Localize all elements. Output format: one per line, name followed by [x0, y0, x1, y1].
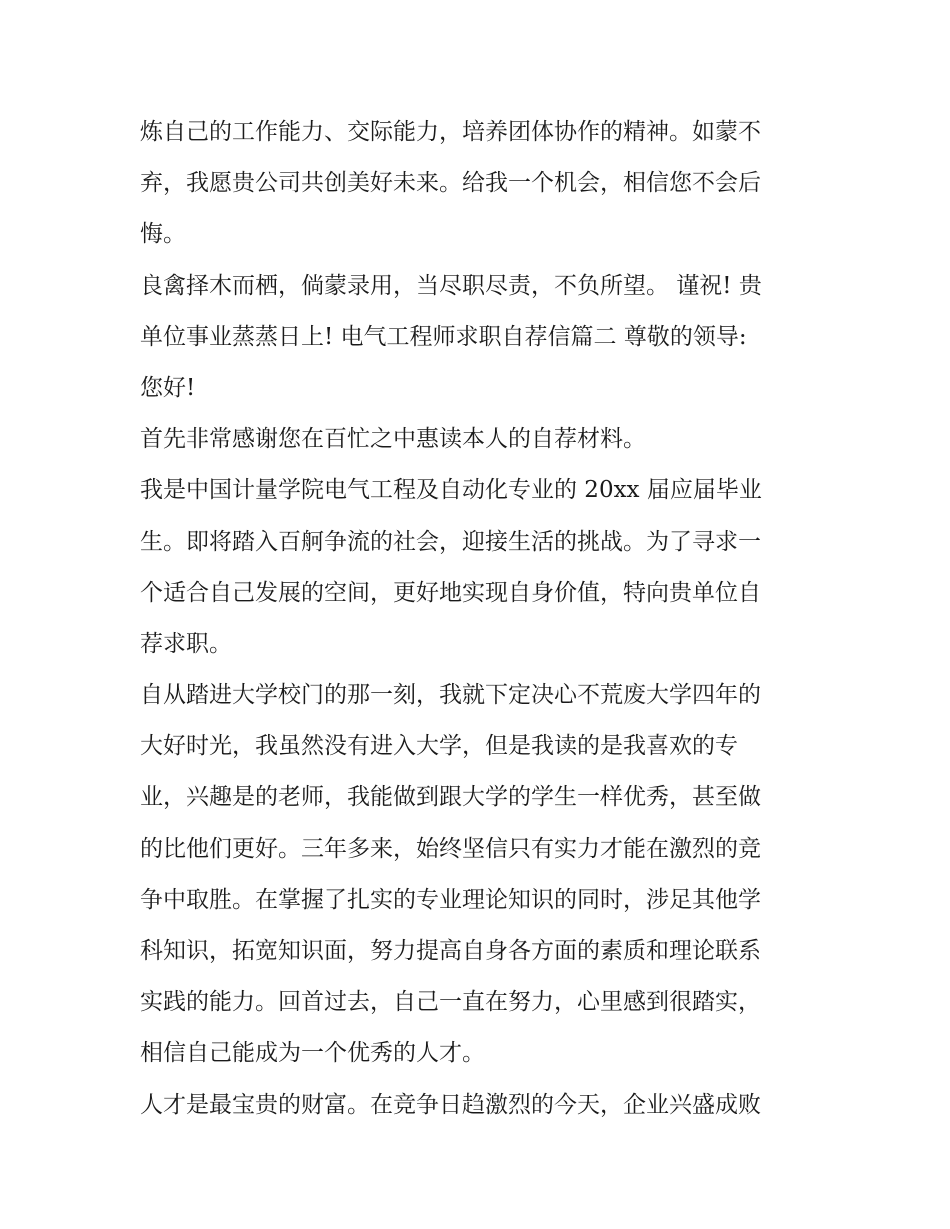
- text-line: 首先非常感谢您在百忙之中惠读本人的自荐材料。: [140, 426, 646, 453]
- text-line: 炼自己的工作能力、交际能力，培养团体协作的精神。如蒙不: [140, 119, 761, 145]
- body-text: [140, 107, 820, 1131]
- text-line: 您好!: [140, 374, 196, 401]
- text-line: 自从踏进大学校门的那一刻，我就下定决心不荒废大学四年的: [140, 682, 761, 709]
- text-line: 争中取胜。在掌握了扎实的专业理论知识的同时，涉足其他学: [140, 886, 761, 913]
- text-line: 相信自己能成为一个优秀的人才。: [140, 1040, 485, 1067]
- text-line: 实践的能力。回首过去，自己一直在努力，心里感到很踏实，: [140, 989, 761, 1016]
- text-line: 良禽择木而栖，倘蒙录用，当尽职尽责，不负所望。 谨祝! 贵: [140, 272, 762, 299]
- text-line: 人才是最宝贵的财富。在竞争日趋激烈的今天，企业兴盛成败: [140, 1091, 761, 1118]
- text-line: 我是中国计量学院电气工程及自动化专业的 20xx 届应届毕业: [140, 477, 762, 504]
- text-line: 科知识，拓宽知识面，努力提高自身各方面的素质和理论联系: [140, 938, 761, 964]
- text-line: 弃，我愿贵公司共创美好未来。给我一个机会，相信您不会后: [140, 170, 761, 197]
- text-line: 生。即将踏入百舸争流的社会，迎接生活的挑战。为了寻求一: [140, 528, 761, 555]
- text-line: 业，兴趣是的老师，我能做到跟大学的学生一样优秀，甚至做: [140, 784, 761, 811]
- text-line: 荐求职。: [140, 630, 232, 657]
- text-line: 大好时光，我虽然没有进入大学，但是我读的是我喜欢的专: [140, 733, 738, 760]
- text-line: 单位事业蒸蒸日上! 电气工程师求职自荐信篇二 尊敬的领导:: [140, 323, 747, 350]
- text-line: 个适合自己发展的空间，更好地实现自身价值，特向贵单位自: [140, 579, 761, 606]
- text-line: 悔。: [140, 221, 186, 248]
- text-line: 的比他们更好。三年多来，始终坚信只有实力才能在激烈的竞: [140, 835, 761, 862]
